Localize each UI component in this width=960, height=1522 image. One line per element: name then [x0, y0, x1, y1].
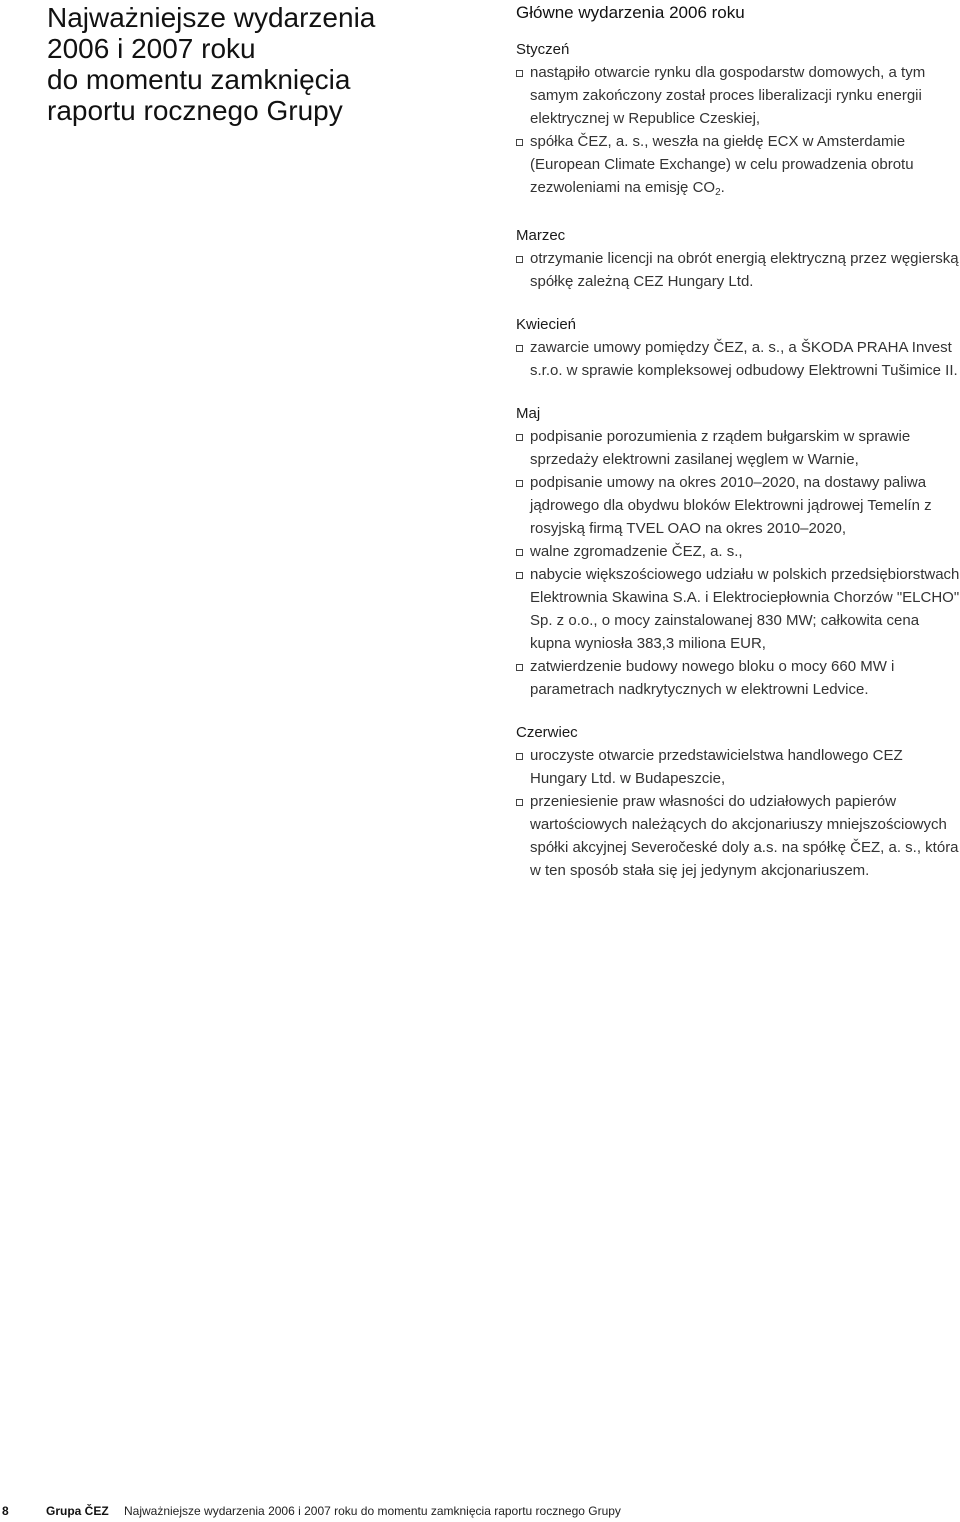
month-heading: Marzec: [516, 227, 566, 244]
event-list: [516, 425, 960, 701]
main-heading: Główne wydarzenia 2006 roku: [516, 3, 745, 22]
event-list: [516, 247, 960, 293]
list-item: nastąpiło otwarcie rynku dla gospodarstw domowych, a tym samym zakończony został proces liberalizacji rynku energii elektrycznej w Republice Czeskiej,: [516, 61, 960, 130]
page-number: 8: [2, 1504, 9, 1518]
list-item: otrzymanie licencji na obrót energią elektryczną przez węgierską spółkę zależną CEZ Hungary Ltd.: [516, 247, 960, 293]
co2-subscript: 2: [715, 187, 721, 198]
section-june: [516, 721, 960, 882]
list-item: podpisanie umowy na okres 2010–2020, na dostawy paliwa jądrowego dla obydwu bloków Elektrowni jądrowej Temelín z rosyjską firmą TVEL OAO na okres 2010–2020,: [516, 471, 960, 540]
event-list: [516, 61, 960, 204]
section-march: [516, 224, 960, 293]
section-may: [516, 402, 960, 701]
footer-brand: Grupa ČEZ: [46, 1504, 109, 1518]
events-column: [516, 2, 960, 902]
month-heading: Styczeń: [516, 41, 570, 58]
month-heading: Czerwiec: [516, 724, 578, 741]
event-list: [516, 744, 960, 882]
list-item: zawarcie umowy pomiędzy ČEZ, a. s., a ŠKODA PRAHA Invest s.r.o. w sprawie kompleksowej odbudowy Elektrowni Tušimice II.: [516, 336, 960, 382]
list-item: zatwierdzenie budowy nowego bloku o mocy 660 MW i parametrach nadkrytycznych w elektrowni Ledvice.: [516, 655, 960, 701]
event-list: [516, 336, 960, 382]
co2-suffix: .: [720, 179, 725, 196]
page-title: Najważniejsze wydarzenia 2006 i 2007 roku do momentu zamknięcia raportu rocznego Grupy: [47, 2, 376, 126]
list-item-text: spółka ČEZ, a. s., weszła na giełdę ECX w Amsterdamie (European Climate Exchange) w celu prowadzenia obrotu zezwoleniami na emisję CO: [530, 133, 914, 196]
list-item: walne zgromadzenie ČEZ, a. s.,: [516, 540, 960, 563]
list-item: podpisanie porozumienia z rządem bułgarskim w sprawie sprzedaży elektrowni zasilanej węglem w Warnie,: [516, 425, 960, 471]
month-heading: Maj: [516, 405, 541, 422]
section-april: [516, 313, 960, 382]
section-january: [516, 38, 960, 204]
list-item: uroczyste otwarcie przedstawicielstwa handlowego CEZ Hungary Ltd. w Budapeszcie,: [516, 744, 960, 790]
month-heading: Kwiecień: [516, 316, 577, 333]
list-item: przeniesienie praw własności do udziałowych papierów wartościowych należących do akcjonariuszy mniejszościowych spółki akcyjnej Severočeské doly a.s. na spółkę ČEZ, a. s., która w ten sposób stała się jej jedynym akcjonariuszem.: [516, 790, 960, 882]
list-item: nabycie większościowego udziału w polskich przedsiębiorstwach Elektrownia Skawina S.A. i Elektrociepłownia Chorzów "ELCHO" Sp. z o.o., o mocy zainstalowanej 830 MW; całkowita cena kupna wyniosła 383,3 miliona EUR,: [516, 563, 960, 655]
running-title: Najważniejsze wydarzenia 2006 i 2007 roku do momentu zamknięcia raportu rocznego Grupy: [124, 1504, 621, 1518]
list-item: [516, 130, 960, 204]
